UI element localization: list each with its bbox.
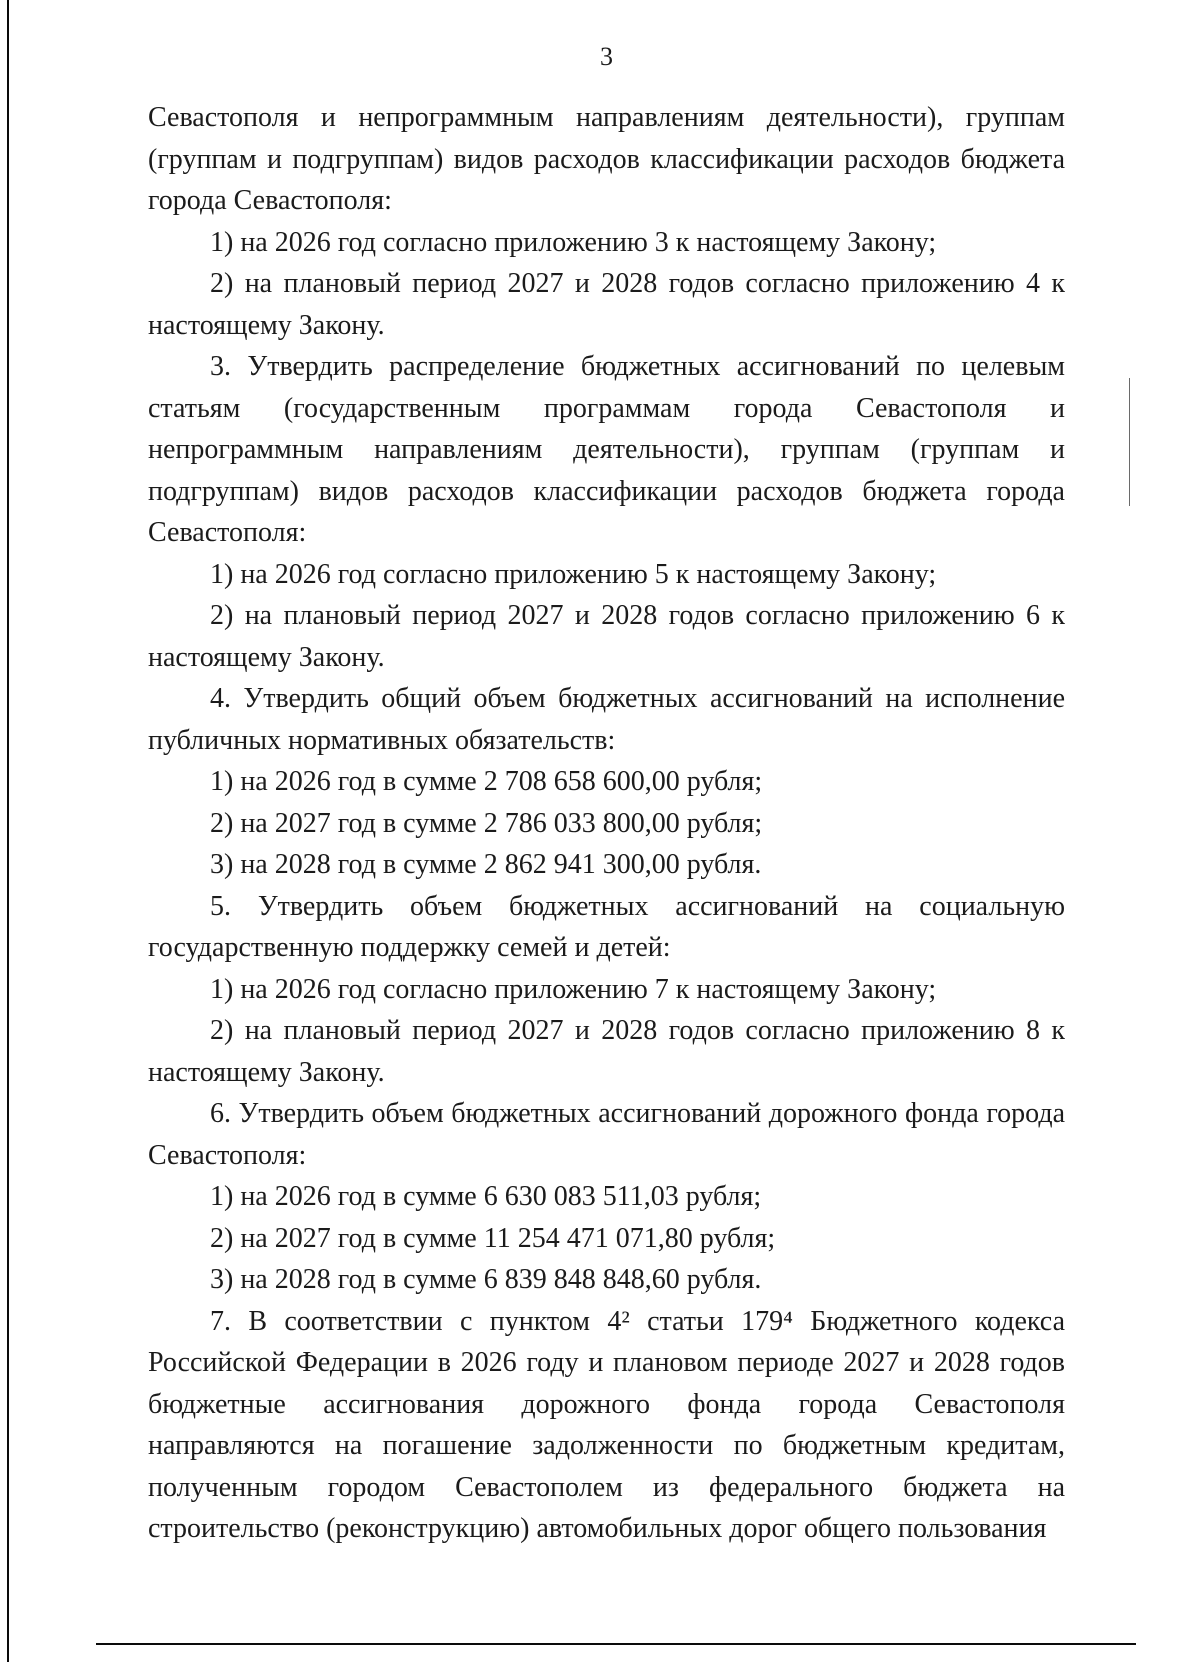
paragraph: 3) на 2028 год в сумме 6 839 848 848,60 рубля. xyxy=(210,1264,762,1295)
paragraph: 1) на 2026 год в сумме 6 630 083 511,03 рубля; xyxy=(210,1181,762,1212)
paragraph: 2) на 2027 год в сумме 11 254 471 071,80 рубля; xyxy=(210,1222,776,1254)
paragraph: 1) на 2026 год в сумме 2 708 658 600,00 рубля; xyxy=(210,766,763,797)
paragraph: Севастополя и непрограммным направлениям деятельности), группам (группам и подгруппам) видов расходов классификации расходов бюджета города Севастополя: xyxy=(148,102,1065,216)
paragraph: 2) на плановый период 2027 и 2028 годов согласно приложению 4 к настоящему Закону. xyxy=(148,268,1065,341)
paragraph: 4. Утвердить общий объем бюджетных ассигнований на исполнение публичных нормативных обязательств: xyxy=(148,683,1065,756)
scan-edge-right-line xyxy=(1129,378,1130,506)
paragraph: 3) на 2028 год в сумме 2 862 941 300,00 рубля. xyxy=(210,849,762,880)
paragraph: 1) на 2026 год согласно приложению 5 к настоящему Закону; xyxy=(210,558,937,590)
paragraph: 1) на 2026 год согласно приложению 7 к настоящему Закону; xyxy=(210,973,937,1005)
document-body xyxy=(148,97,1065,1550)
paragraph: 1) на 2026 год согласно приложению 3 к настоящему Закону; xyxy=(210,226,937,258)
paragraph: 7. В соответствии с пунктом 4² статьи 179⁴ Бюджетного кодекса Российской Федерации в 2026 году и плановом периоде 2027 и 2028 годов бюджетные ассигнования дорожного фонда города Севастополя направляются на погашение задолженности по бюджетным кредитам, полученным городом Севастополем из федерального бюджета на строительство (реконструкцию) автомобильных дорог общего пользования xyxy=(148,1305,1065,1544)
paragraph: 3. Утвердить распределение бюджетных ассигнований по целевым статьям (государственным программам города Севастополя и непрограммным направлениям деятельности), группам (группам и подгруппам) видов расходов классификации расходов бюджета города Севастополя: xyxy=(148,351,1065,548)
paragraph: 2) на 2027 год в сумме 2 786 033 800,00 рубля; xyxy=(210,807,763,839)
page-number: 3 xyxy=(600,42,613,71)
paragraph: 2) на плановый период 2027 и 2028 годов согласно приложению 6 к настоящему Закону. xyxy=(148,600,1065,673)
scan-edge-left-line xyxy=(7,0,9,1662)
paragraph: 5. Утвердить объем бюджетных ассигнований на социальную государственную поддержку семей и детей: xyxy=(148,890,1065,963)
paragraph: 2) на плановый период 2027 и 2028 годов согласно приложению 8 к настоящему Закону. xyxy=(148,1015,1065,1088)
scan-edge-bottom-line xyxy=(96,1643,1136,1645)
paragraph: 6. Утвердить объем бюджетных ассигнований дорожного фонда города Севастополя: xyxy=(148,1098,1065,1171)
